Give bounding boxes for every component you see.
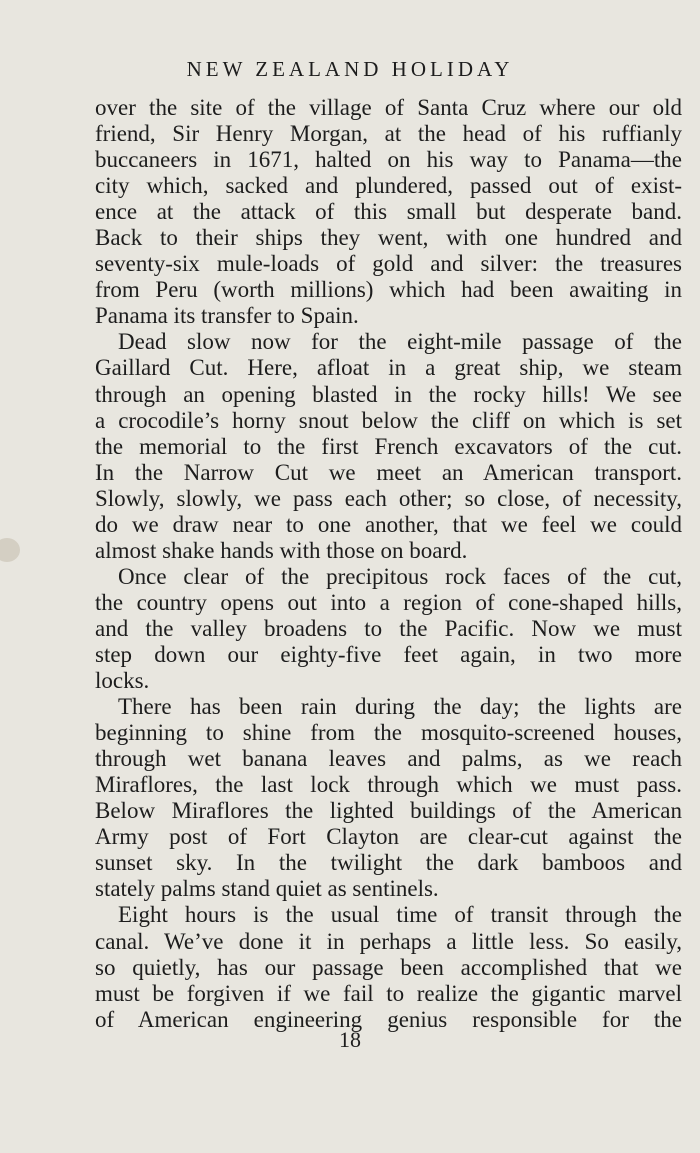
text-line: beginning to shine from the mosquito-screened houses, bbox=[95, 720, 682, 746]
text-line: do we draw near to one another, that we feel we could bbox=[95, 511, 682, 537]
text-line: Panama its transfer to Spain. bbox=[95, 303, 359, 329]
page-number: 18 bbox=[339, 1027, 361, 1052]
text-line: In the Narrow Cut we meet an American transport. bbox=[95, 459, 682, 485]
text-line: must be forgiven if we fail to realize the gigantic marvel bbox=[95, 980, 682, 1006]
text-line: step down our eighty-five feet again, in two more bbox=[95, 641, 682, 667]
paper-blemish bbox=[0, 538, 20, 562]
text-line: Army post of Fort Clayton are clear-cut against the bbox=[95, 824, 682, 850]
text-line: Dead slow now for the eight-mile passage of the bbox=[118, 329, 682, 355]
text-line: Gaillard Cut. Here, afloat in a great ship, we steam bbox=[95, 355, 682, 381]
text-line: Back to their ships they went, with one hundred and bbox=[95, 225, 682, 251]
text-line: Miraflores, the last lock through which we must pass. bbox=[95, 772, 682, 798]
text-line: through wet banana leaves and palms, as we reach bbox=[95, 746, 682, 772]
text-line: the country opens out into a region of cone-shaped hills, bbox=[95, 589, 682, 615]
text-line: ence at the attack of this small but desperate band. bbox=[95, 199, 682, 225]
text-line: Below Miraflores the lighted buildings of the American bbox=[95, 798, 682, 824]
text-line: city which, sacked and plundered, passed out of exist- bbox=[95, 173, 682, 199]
text-line: stately palms stand quiet as sentinels. bbox=[95, 876, 439, 902]
text-line: canal. We’ve done it in perhaps a little less. So easily, bbox=[95, 928, 682, 954]
text-line: There has been rain during the day; the lights are bbox=[118, 694, 682, 720]
text-line: Eight hours is the usual time of transit through the bbox=[118, 902, 682, 928]
text-line: almost shake hands with those on board. bbox=[95, 537, 468, 563]
text-line: so quietly, has our passage been accomplished that we bbox=[95, 954, 682, 980]
running-head: NEW ZEALAND HOLIDAY bbox=[186, 57, 514, 81]
text-line: from Peru (worth millions) which had been awaiting in bbox=[95, 277, 682, 303]
text-line: of American engineering genius responsible for the bbox=[95, 1006, 682, 1032]
text-line: sunset sky. In the twilight the dark bamboos and bbox=[95, 850, 682, 876]
body-text bbox=[95, 95, 682, 1033]
text-line: buccaneers in 1671, halted on his way to Panama—the bbox=[95, 147, 682, 173]
text-line: and the valley broadens to the Pacific. Now we must bbox=[95, 615, 682, 641]
text-line: a crocodile’s horny snout below the cliff on which is set bbox=[95, 407, 682, 433]
text-line: Slowly, slowly, we pass each other; so close, of necessity, bbox=[95, 485, 682, 511]
text-line: seventy-six mule-loads of gold and silver: the treasures bbox=[95, 251, 682, 277]
text-line: through an opening blasted in the rocky hills! We see bbox=[95, 381, 682, 407]
text-line: Once clear of the precipitous rock faces of the cut, bbox=[118, 563, 682, 589]
text-line: over the site of the village of Santa Cruz where our old bbox=[95, 95, 682, 120]
text-line: locks. bbox=[95, 668, 150, 694]
text-line: the memorial to the first French excavators of the cut. bbox=[95, 433, 682, 459]
text-line: friend, Sir Henry Morgan, at the head of his ruffianly bbox=[95, 121, 682, 147]
